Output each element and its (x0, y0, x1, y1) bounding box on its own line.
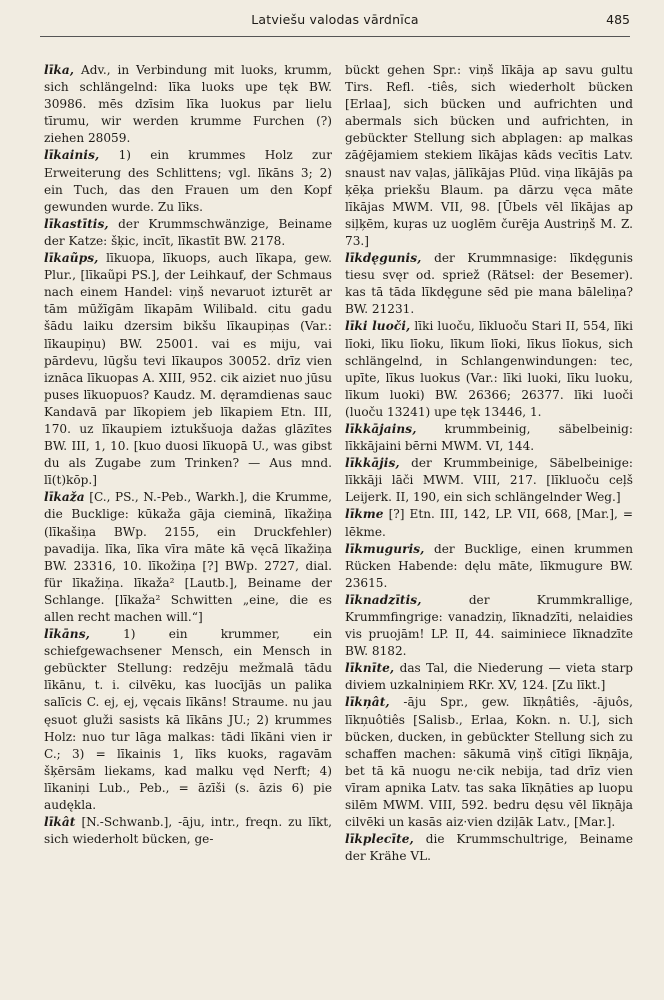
dictionary-entry (345, 506, 633, 540)
dictionary-entry (44, 216, 332, 250)
dictionary-entry-continued (345, 62, 633, 250)
entry-headword: līkât (44, 815, 76, 830)
dictionary-entry (44, 626, 332, 814)
dictionary-entry (44, 147, 332, 215)
dictionary-entry (345, 421, 633, 455)
entry-text: bückt gehen Spr.: viņš līkāja ap savu gultu Tirs. Refl. -tiês, sich wiederholt bücken [Erlaa], sich bücken und aufrichten und abermals sich bücken und aufrichten, in gebückter Stellung sich abplagen: ap malkas zāģējamiem stekiem līkājas kāds vecītis Latv. snaust nav vaļas, jālīkājas Plūd. viņa līkājās pa ķēķa priekšu Blaum. pa dārzu vęca māte līkājas MWM. VII, 98. [Ūbels vēl līkājas ap siļķēm, kuŗas uz uoglēm čurēja Austriņš M. Z. 73.] (345, 63, 633, 248)
entry-text: -āju Spr., gew. līkņâtiês, -ājuôs, līkņuôtiês [Salisb., Erlaa, Kokn. n. U.], sich bücken, ducken, in gebückter Stellung sich zu schaffen machen: sākumā viņš cītīgi līkņāja, bet tā kā nuogu ne‧cik nebija, tad drīz vien vīram apnika Latv. tas saka līkņāties ap luopu silēm MWM. VIII, 592. bedru dęsu vēl līkņāja cilvēki un kasās aiz‧vien dziļāk Latv., [Mar.]. (345, 695, 633, 830)
dictionary-entry (345, 694, 633, 831)
entry-headword: līka, (44, 63, 75, 77)
entry-text: das Tal, die Niederung — vieta starp diviem uzkalniņiem RKr. XV, 124. [Zu līkt.] (345, 661, 633, 693)
dictionary-entry (44, 62, 332, 147)
entry-headword: līkmuguris, (345, 541, 425, 556)
entry-headword: līkaũps, (44, 251, 99, 266)
page-number: 485 (606, 12, 630, 27)
right-column (345, 62, 633, 992)
dictionary-entry (345, 831, 633, 865)
entry-text: līki luoču, līkluoču Stari II, 554, līki līoki, līku līoku, līkum līoki, līkus līokus, sich schlängelnd, in Schlangenwindungen: tec, upīte, līkus luokus (Var.: līki luoki, līku luoku, līkum luoki) BW. 26366; 26377. līki luoči (luoču 13241) upe tęk 13446, 1. (345, 319, 633, 419)
dictionary-entry (345, 250, 633, 318)
dictionary-entry (345, 541, 633, 592)
dictionary-entry (345, 592, 633, 660)
dictionary-entry (345, 455, 633, 506)
entry-headword: līkplecīte, (345, 832, 414, 847)
entry-text: [?] Etn. III, 142, LP. VII, 668, [Mar.], = lēkme. (345, 507, 633, 539)
entry-headword: līkainis, (44, 148, 100, 163)
entry-text: 1) ein krummer, ein schiefgewachsener Mensch, ein Mensch in gebückter Stellung: redzēju mežmalā tādu līkānu, t. i. cilvēku, kas luocījās un palika salīcis C. ej, ej, vęcais līkāns! Straume. nu jau ęsuot gluži sasists kā līkāns JU.; 2) krummes Holz: nuo tur lāga malkas: tādi līkāni vien ir C.; 3) = līkainis 1, līks kuoks, ragavām šķērsām liekams, kad malku vęd Nerft; 4) līkaniņi Lub., Peb., = āzīši (s. āzis 6) pie audękla. (44, 627, 332, 813)
entry-text: [N.-Schwanb.], -āju, intr., freqn. zu līkt, sich wiederholt bücken, ge- (44, 815, 332, 847)
page-title: Latviešu valodas vārdnīca (251, 12, 419, 27)
entry-headword: līkme (345, 507, 384, 522)
entry-text: līkuopa, līkuops, auch līkapa, gew. Plur., [līkaũpi PS.], der Leihkauf, der Schmaus nach einem Handel: viņš nevaruot izturēt ar tām mūžīgām līkapām Wilibald. citu gadu šādu laiku dzersim bikšu līkaupiņas (Var.: līkaupiņu) BW. 25001. vai es miju, vai pārdevu, lūgšu tevi līkaupos 30052. drīz vien iznāca līkuopas A. XIII, 952. cik aiziet nuo jūsu puses līkuopuos? Kaudz. M. dęramdienas sauc Kandavā par līkopiem jeb līkapiem Etn. III, 170. uz līkaupiem iztukšuoja dažas glāzītes BW. III, 1, 10. [kuo duosi līkuopā U., was gibst du als Zugabe zum Trinken? — Aus mnd. lī(t)kōp.] (44, 251, 332, 488)
left-column (44, 62, 332, 992)
entry-headword: līknadzītis, (345, 592, 422, 607)
entry-headword: līkkājains, (345, 421, 417, 436)
page-header (40, 6, 630, 46)
dictionary-entry (345, 660, 633, 694)
entry-text: 1) ein krummes Holz zur Erweiterung des Schlittens; vgl. līkāns 3; 2) ein Tuch, das den Frauen um den Kopf gewunden wurde. Zu līks. (44, 148, 332, 214)
entry-headword: līkaža (44, 490, 85, 505)
entry-headword: līki luoči, (345, 319, 411, 334)
entry-text: Adv., in Verbindung mit luoks, krumm, sich schlängelnd: līka luoks upe tęk BW. 30986. mēs dzīsim līka luokus par lielu tīrumu, wir werden krumme Furchen (?) ziehen 28059. (44, 63, 332, 146)
entry-text: krummbeinig, säbelbeinig: līkkājaini bērni MWM. VI, 144. (345, 421, 633, 454)
entry-text: der Bucklige, einen krummen Rücken Habende: dęlu māte, līkmugure BW. 23615. (345, 541, 633, 590)
entry-text: der Krummkrallige, Krummfingrige: vanadziņ, līknadzīti, nelaidies vis pruojām! LP. II, 44. saiminiece līknadzīte BW. 8182. (345, 592, 633, 659)
entry-headword: līkņât, (345, 695, 390, 710)
entry-headword: līkkājis, (345, 456, 400, 471)
entry-headword: līkdęgunis, (345, 251, 422, 266)
dictionary-entry (345, 318, 633, 421)
entry-headword: līkāns, (44, 627, 90, 642)
entry-text: der Krummnasige: līkdęgunis tiesu svęr od. spriež (Rätsel: der Besemer). kas tā tāda līkdęgune sēd pie mana bāleliņa? BW. 21231. (345, 251, 633, 317)
entry-headword: līkastītis, (44, 216, 109, 231)
header-rule (40, 36, 630, 37)
dictionary-entry (44, 250, 332, 489)
entry-headword: līknīte, (345, 661, 395, 676)
entry-text: [C., PS., N.-Peb., Warkh.], die Krumme, die Bucklige: kūkaža gāja cieminā, līkažiņa (līkašiņa BWp. 2155, ein Druckfehler) pavadija. līka, līka vīra māte kā vęcā līkažiņa BW. 23316, 10. līkožiņa [?] BWp. 2727, dial. für līkažiņa. līkaža² [Lautb.], Beiname der Schlange. [līkaža² Schwitten „eine, die es allen recht machen will.“] (44, 490, 332, 624)
entry-text: der Krummschwänzige, Beiname der Katze: šķic, incīt, līkastīt BW. 2178. (44, 216, 332, 248)
dictionary-entry (44, 814, 332, 848)
entry-text: der Krummbeinige, Säbelbeinige: līkkāji lāči MWM. VIII, 217. [līkluoču ceļš Leijerk. II, 190, ein sich schlängelnder Weg.] (345, 456, 633, 505)
entry-text: die Krummschultrige, Beiname der Krähe VL. (345, 832, 633, 864)
dictionary-entry (44, 489, 332, 626)
